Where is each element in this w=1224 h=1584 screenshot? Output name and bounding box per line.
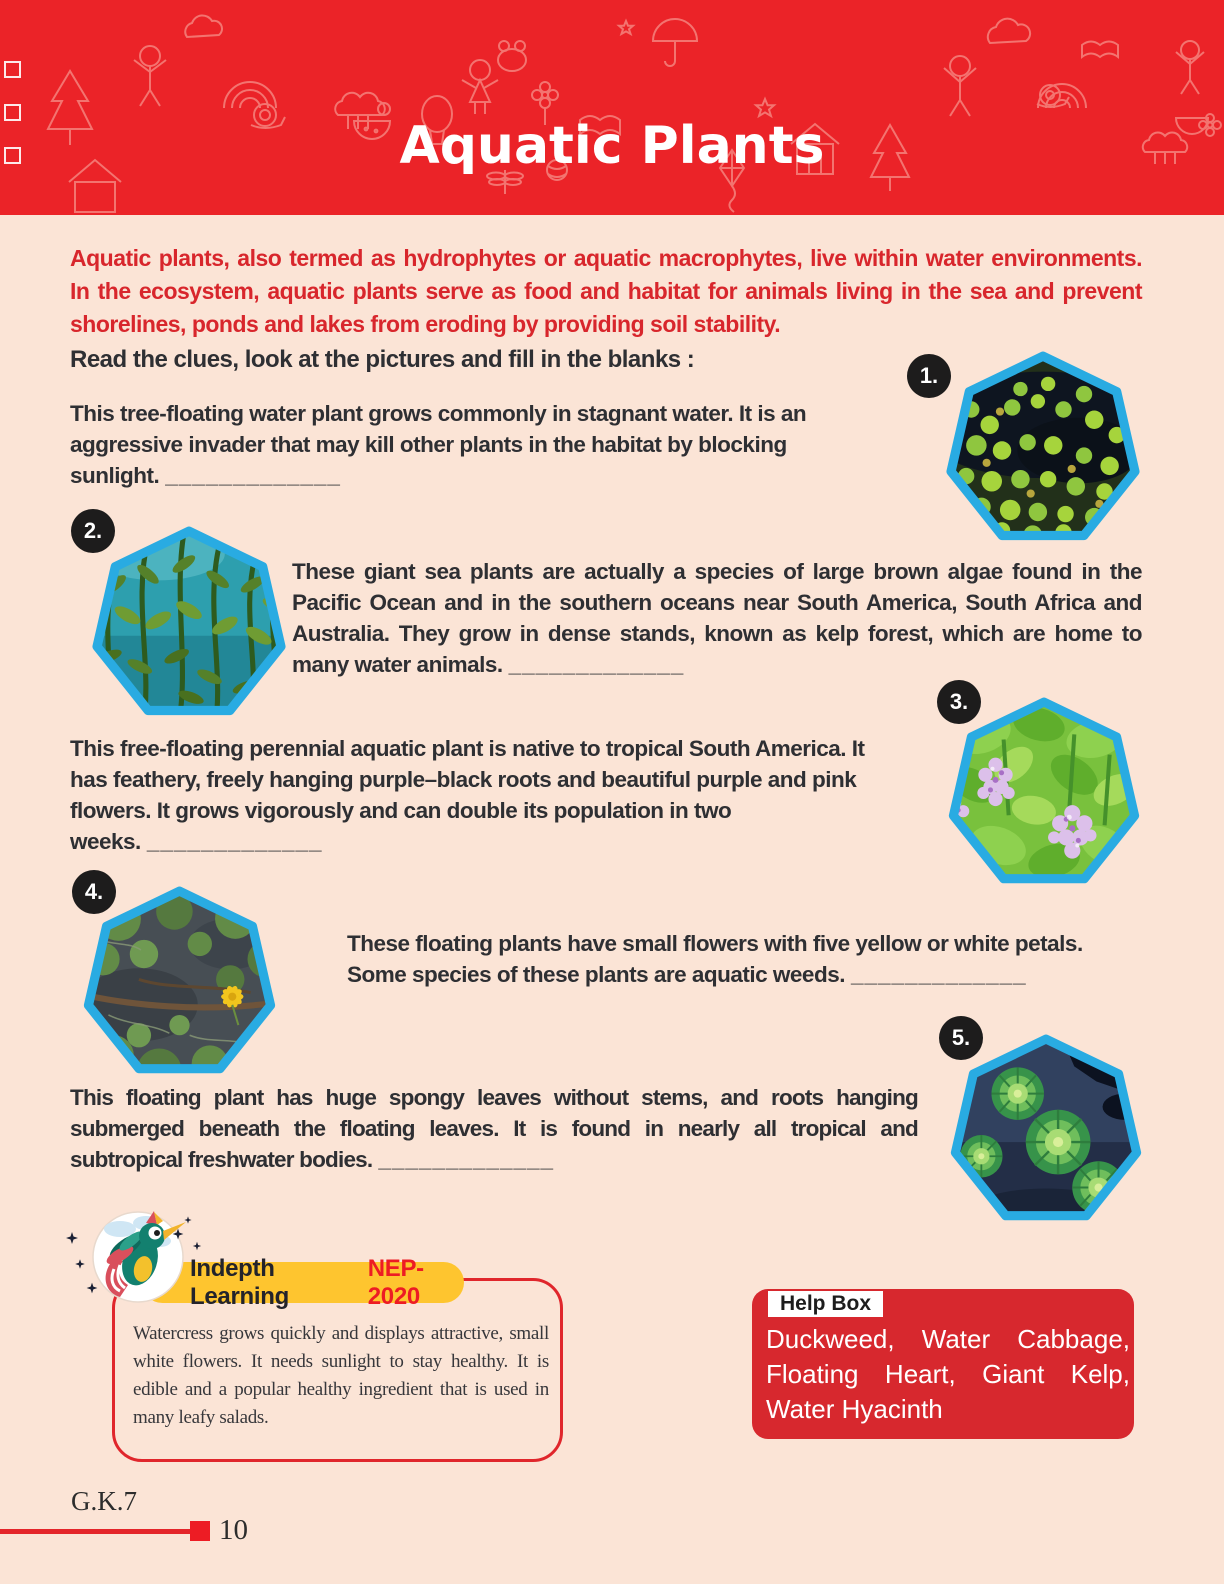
- book-code: G.K.7: [71, 1486, 137, 1516]
- doodle-pattern: [0, 0, 1224, 215]
- floating-heart-photo: [71, 883, 288, 1086]
- clue-1-text: This tree-floating water plant grows commonly in stagnant water. It is an aggressive invader that may kill other plants in the habitat by blocking sunlight. _____________: [70, 401, 807, 488]
- clue-5-answer-blank: _____________: [378, 1147, 555, 1172]
- indepth-learning-text: Watercress grows quickly and displays attractive, small white flowers. It needs sunlight to stay healthy. It is edible and a popular healthy ingredient that is used in many leafy salads.: [133, 1323, 549, 1428]
- instruction-heading: Read the clues, look at the pictures and fill in the blanks :: [70, 346, 695, 373]
- clue-4-text: These floating plants have small flowers with five yellow or white petals. Some species of these plants are aquatic weeds. _____________: [347, 931, 1083, 987]
- help-box: [752, 1289, 1134, 1439]
- clue-4-number-badge: 4.: [72, 870, 116, 914]
- sparkle-stars-icon: [60, 1208, 210, 1308]
- footer-square-marker: [190, 1521, 210, 1541]
- clue-3-number-badge: 3.: [937, 680, 981, 724]
- clue-1-number-badge: 1.: [907, 354, 951, 398]
- header-banner: [0, 0, 1224, 215]
- clue-2-number-badge: 2.: [71, 509, 115, 553]
- giant-kelp-photo: [79, 523, 299, 728]
- clue-5-text: This floating plant has huge spongy leaves without stems, and roots hanging submerged beneath the floating leaves. It is found in nearly all tropical and subtropical freshwater bodies. _____________: [70, 1085, 918, 1172]
- clue-1-answer-blank: _____________: [165, 463, 341, 488]
- clue-4-answer-blank: _____________: [850, 962, 1027, 987]
- clue-2-text: These giant sea plants are actually a species of large brown algae found in the Pacific Ocean and in the southern oceans near South America, South Africa and Australia. They grow in dense stands, known as kelp forest, which are home to many water animals. _____________: [292, 559, 1142, 677]
- clue-3-text: This free-floating perennial aquatic plant is native to tropical South America. It has feathery, freely hanging purple–black roots and beautiful purple and pink flowers. It grows vigorously and can double its population in two weeks. _____________: [70, 736, 865, 854]
- page-number: 10: [219, 1514, 248, 1546]
- clue-5-number-badge: 5.: [939, 1016, 983, 1060]
- clue-3-answer-blank: _____________: [146, 829, 323, 854]
- clue-2-answer-blank: _____________: [508, 652, 685, 677]
- water-cabbage-photo: [936, 1031, 1156, 1233]
- help-box-answers: Duckweed, Water Cabbage, Floating Heart, Giant Kelp, Water Hyacinth: [766, 1324, 1130, 1424]
- page-title: Aquatic Plants: [399, 116, 825, 176]
- water-hyacinth-photo: [933, 694, 1155, 896]
- indepth-learning-label: Indepth Learning: [190, 1254, 289, 1310]
- help-box-title: Help Box: [768, 1291, 883, 1317]
- nep-2020-tag: NEP-2020: [367, 1254, 424, 1310]
- duckweed-photo: [933, 348, 1153, 553]
- footer-rule: [0, 1529, 192, 1534]
- intro-paragraph: Aquatic plants, also termed as hydrophytes or aquatic macrophytes, live within water environments. In the ecosystem, aquatic plants serve as food and habitat for animals living in the sea and prevent shorelines, ponds and lakes from eroding by providing soil stability.: [70, 245, 1142, 337]
